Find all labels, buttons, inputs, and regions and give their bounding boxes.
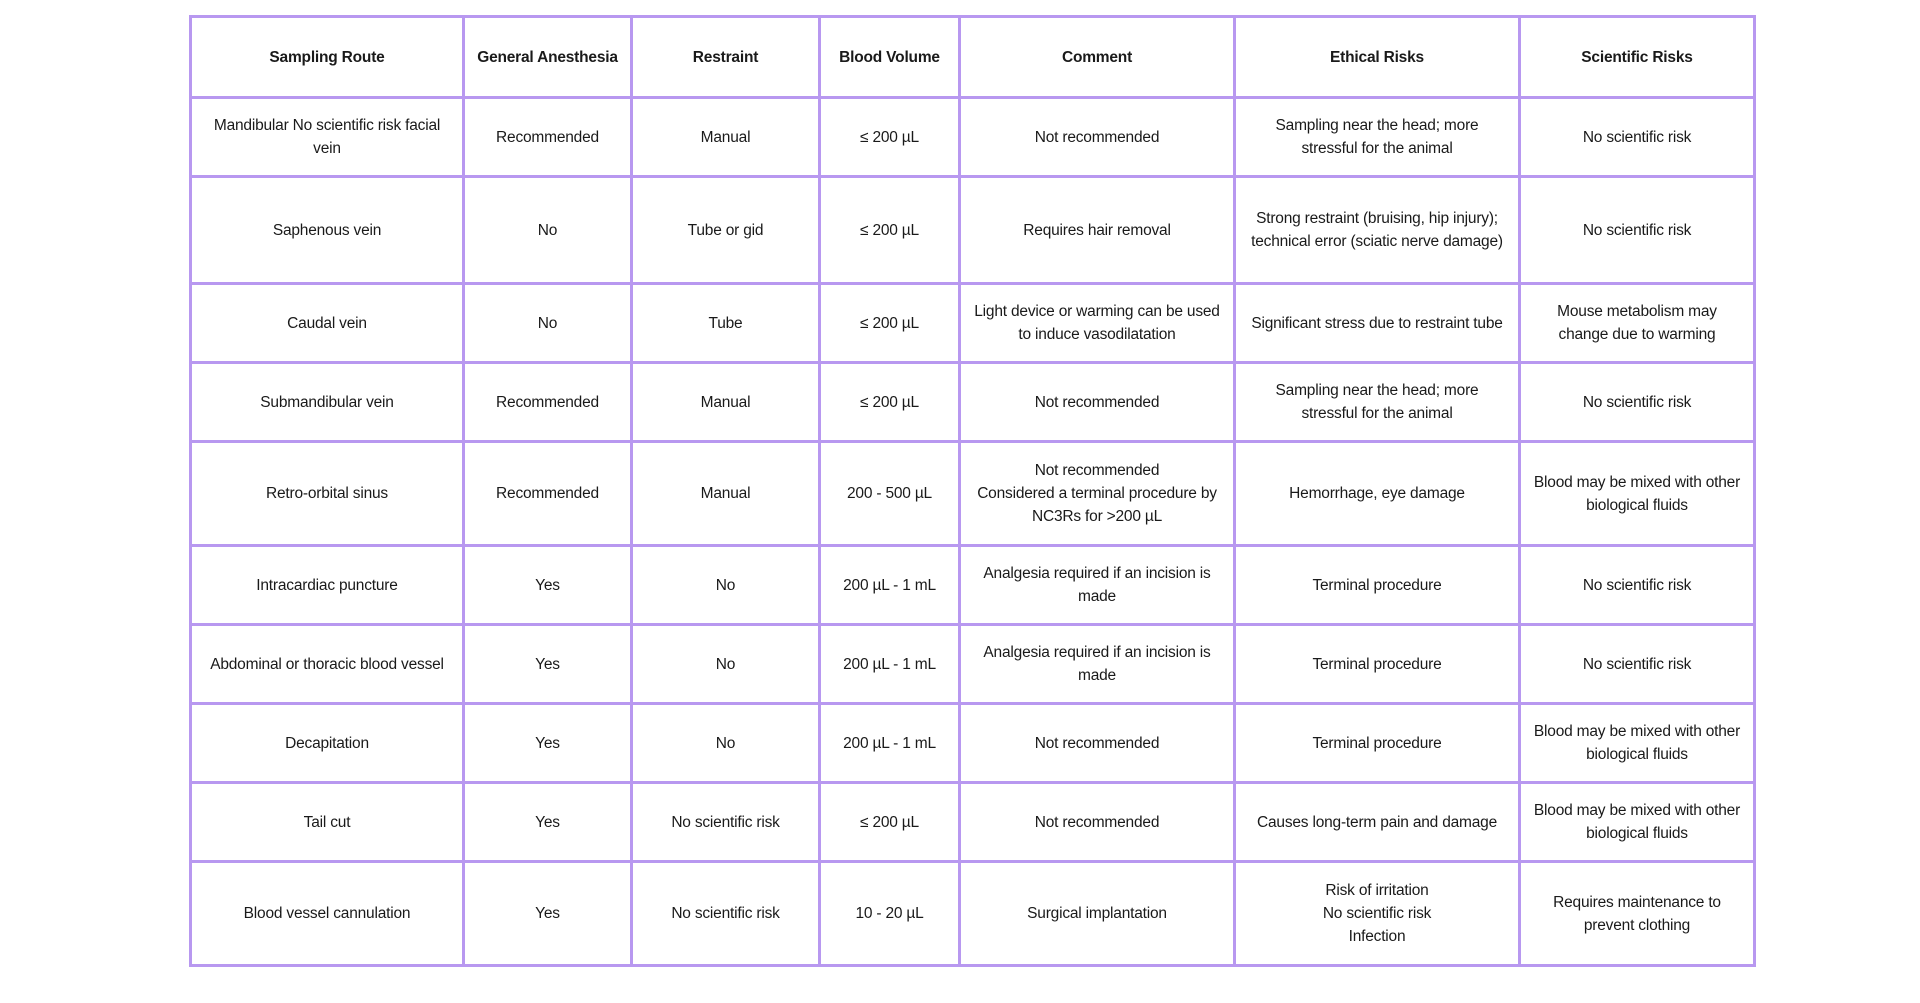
cell-text: Tail cut bbox=[303, 813, 351, 831]
cell-text: Not recommended bbox=[1034, 128, 1160, 146]
header-general-anesthesia: General Anesthesia bbox=[464, 17, 632, 98]
cell-scientific-risks bbox=[1520, 284, 1755, 363]
cell-restraint bbox=[632, 98, 820, 177]
cell-blood-volume bbox=[820, 546, 960, 625]
cell-text: Recommended bbox=[496, 128, 599, 146]
cell-general-anesthesia bbox=[464, 704, 632, 783]
cell-sampling-route bbox=[191, 783, 464, 862]
header-ethical-risks: Ethical Risks bbox=[1235, 17, 1520, 98]
cell-ethical-risks bbox=[1235, 625, 1520, 704]
cell-scientific-risks bbox=[1520, 177, 1755, 284]
cell-text: Hemorrhage, eye damage bbox=[1289, 485, 1465, 502]
cell-restraint bbox=[632, 862, 820, 966]
cell-text: No scientific risk bbox=[671, 813, 780, 831]
table-row bbox=[191, 546, 1755, 625]
table-row bbox=[191, 98, 1755, 177]
cell-comment bbox=[960, 783, 1235, 862]
cell-text: Retro-orbital sinus bbox=[266, 485, 388, 502]
cell-blood-volume bbox=[820, 284, 960, 363]
header-scientific-risks: Scientific Risks bbox=[1520, 17, 1755, 98]
cell-text: 200 µL - 1 mL bbox=[843, 655, 936, 673]
cell-text: Caudal vein bbox=[287, 314, 367, 332]
cell-text: Considered a terminal procedure by NC3Rs for >200 µL bbox=[977, 485, 1217, 525]
cell-ethical-risks bbox=[1235, 284, 1520, 363]
header-comment: Comment bbox=[960, 17, 1235, 98]
cell-scientific-risks bbox=[1520, 98, 1755, 177]
cell-text: Yes bbox=[535, 655, 560, 673]
cell-comment bbox=[960, 442, 1235, 546]
cell-comment bbox=[960, 98, 1235, 177]
cell-text: 200 - 500 µL bbox=[847, 485, 932, 502]
cell-blood-volume bbox=[820, 442, 960, 546]
cell-text: Terminal procedure bbox=[1312, 734, 1442, 752]
blood-sampling-table bbox=[189, 15, 1756, 967]
cell-text: Manual bbox=[700, 485, 751, 502]
cell-text: Manual bbox=[700, 128, 751, 146]
cell-text: Tube bbox=[708, 314, 743, 332]
cell-text: Requires maintenance to prevent clothing bbox=[1553, 893, 1721, 934]
cell-text: 10 - 20 µL bbox=[855, 905, 924, 922]
cell-general-anesthesia bbox=[464, 177, 632, 284]
cell-sampling-route bbox=[191, 284, 464, 363]
cell-scientific-risks bbox=[1520, 546, 1755, 625]
cell-general-anesthesia bbox=[464, 284, 632, 363]
header-sampling-route: Sampling Route bbox=[191, 17, 464, 98]
cell-text: Surgical implantation bbox=[1027, 905, 1167, 922]
cell-text: No scientific risk bbox=[671, 905, 780, 922]
cell-restraint bbox=[632, 783, 820, 862]
table-row bbox=[191, 625, 1755, 704]
cell-comment bbox=[960, 363, 1235, 442]
cell-restraint bbox=[632, 177, 820, 284]
cell-text: Terminal procedure bbox=[1312, 576, 1442, 594]
cell-text: Analgesia required if an incision is made bbox=[983, 565, 1211, 605]
cell-text: Blood may be mixed with other biological fluids bbox=[1533, 802, 1741, 842]
cell-restraint bbox=[632, 546, 820, 625]
cell-blood-volume bbox=[820, 783, 960, 862]
cell-ethical-risks bbox=[1235, 783, 1520, 862]
cell-text: No scientific risk bbox=[1322, 905, 1432, 922]
cell-comment bbox=[960, 704, 1235, 783]
cell-scientific-risks bbox=[1520, 625, 1755, 704]
cell-text: ≤ 200 µL bbox=[860, 221, 919, 239]
header-restraint: Restraint bbox=[632, 17, 820, 98]
cell-text: 200 µL - 1 mL bbox=[843, 576, 936, 594]
cell-text: Recommended bbox=[496, 393, 599, 411]
cell-text: No scientific risk bbox=[1582, 128, 1692, 146]
cell-text: Risk of irritation bbox=[1325, 882, 1429, 899]
table-row bbox=[191, 783, 1755, 862]
table-header-row bbox=[191, 17, 1755, 98]
table-body bbox=[191, 98, 1755, 966]
cell-text: Blood may be mixed with other biological fluids bbox=[1533, 723, 1741, 763]
cell-text: Sampling near the head; more stressful for the animal bbox=[1275, 382, 1479, 422]
cell-text: Requires hair removal bbox=[1023, 221, 1171, 239]
cell-text: No scientific risk bbox=[1582, 576, 1692, 594]
cell-general-anesthesia bbox=[464, 363, 632, 442]
table-container bbox=[189, 15, 1756, 967]
cell-ethical-risks bbox=[1235, 363, 1520, 442]
cell-text: Yes bbox=[535, 905, 560, 922]
cell-restraint bbox=[632, 442, 820, 546]
cell-ethical-risks bbox=[1235, 442, 1520, 546]
cell-text: Blood vessel cannulation bbox=[243, 905, 411, 922]
cell-ethical-risks bbox=[1235, 862, 1520, 966]
cell-text: Strong restraint (bruising, hip injury); technical error (sciatic nerve damage) bbox=[1251, 210, 1503, 250]
cell-text: Mouse metabolism may change due to warming bbox=[1557, 303, 1717, 343]
table-row bbox=[191, 284, 1755, 363]
cell-text: No bbox=[715, 655, 736, 673]
cell-text: Infection bbox=[1348, 928, 1406, 945]
cell-text: Not recommended bbox=[1034, 813, 1160, 831]
cell-text: Sampling near the head; more stressful for the animal bbox=[1275, 117, 1479, 157]
cell-text: ≤ 200 µL bbox=[860, 393, 919, 411]
cell-text: Saphenous vein bbox=[272, 221, 382, 239]
cell-general-anesthesia bbox=[464, 546, 632, 625]
cell-text: No bbox=[715, 734, 736, 752]
cell-restraint bbox=[632, 704, 820, 783]
cell-text: ≤ 200 µL bbox=[860, 128, 919, 146]
cell-text: Yes bbox=[535, 813, 560, 831]
cell-text: No scientific risk bbox=[1582, 393, 1692, 411]
cell-blood-volume bbox=[820, 704, 960, 783]
cell-text: Terminal procedure bbox=[1312, 655, 1442, 673]
cell-ethical-risks bbox=[1235, 177, 1520, 284]
cell-text: No bbox=[715, 576, 736, 594]
cell-text: Significant stress due to restraint tube bbox=[1251, 314, 1503, 332]
cell-sampling-route bbox=[191, 177, 464, 284]
cell-restraint bbox=[632, 363, 820, 442]
cell-comment bbox=[960, 625, 1235, 704]
cell-text: Abdominal or thoracic blood vessel bbox=[210, 655, 444, 673]
cell-text: Manual bbox=[700, 393, 751, 411]
cell-text: Decapitation bbox=[285, 734, 369, 752]
cell-general-anesthesia bbox=[464, 98, 632, 177]
cell-text: ≤ 200 µL bbox=[860, 813, 919, 831]
cell-scientific-risks bbox=[1520, 862, 1755, 966]
cell-general-anesthesia bbox=[464, 783, 632, 862]
cell-general-anesthesia bbox=[464, 625, 632, 704]
cell-scientific-risks bbox=[1520, 363, 1755, 442]
cell-blood-volume bbox=[820, 862, 960, 966]
cell-blood-volume bbox=[820, 625, 960, 704]
cell-comment bbox=[960, 177, 1235, 284]
cell-scientific-risks bbox=[1520, 704, 1755, 783]
cell-restraint bbox=[632, 284, 820, 363]
cell-comment bbox=[960, 862, 1235, 966]
cell-comment bbox=[960, 284, 1235, 363]
header-blood-volume: Blood Volume bbox=[820, 17, 960, 98]
cell-text: No bbox=[537, 221, 558, 239]
cell-blood-volume bbox=[820, 98, 960, 177]
table-row bbox=[191, 177, 1755, 284]
cell-text: Not recommended bbox=[1034, 734, 1160, 752]
cell-sampling-route bbox=[191, 363, 464, 442]
cell-text: No scientific risk bbox=[1582, 221, 1692, 239]
cell-sampling-route bbox=[191, 862, 464, 966]
cell-text: ≤ 200 µL bbox=[860, 314, 919, 332]
cell-text: Causes long-term pain and damage bbox=[1256, 813, 1498, 831]
cell-text: No scientific risk bbox=[1582, 655, 1692, 673]
cell-ethical-risks bbox=[1235, 98, 1520, 177]
table-row bbox=[191, 704, 1755, 783]
cell-scientific-risks bbox=[1520, 783, 1755, 862]
table-row bbox=[191, 363, 1755, 442]
cell-scientific-risks bbox=[1520, 442, 1755, 546]
cell-text: 200 µL - 1 mL bbox=[843, 734, 936, 752]
cell-text: Not recommended bbox=[1034, 462, 1160, 479]
cell-text: Tube or gid bbox=[687, 221, 764, 239]
table-row bbox=[191, 862, 1755, 966]
cell-text: Submandibular vein bbox=[260, 393, 394, 411]
cell-blood-volume bbox=[820, 363, 960, 442]
cell-text: No bbox=[537, 314, 558, 332]
cell-text: Yes bbox=[535, 576, 560, 594]
cell-restraint bbox=[632, 625, 820, 704]
cell-sampling-route bbox=[191, 625, 464, 704]
cell-ethical-risks bbox=[1235, 546, 1520, 625]
cell-sampling-route bbox=[191, 546, 464, 625]
cell-general-anesthesia bbox=[464, 862, 632, 966]
cell-general-anesthesia bbox=[464, 442, 632, 546]
cell-text: Not recommended bbox=[1034, 393, 1160, 411]
cell-text: Intracardiac puncture bbox=[256, 576, 398, 594]
cell-ethical-risks bbox=[1235, 704, 1520, 783]
cell-text: Recommended bbox=[496, 485, 599, 502]
cell-text: Analgesia required if an incision is made bbox=[983, 644, 1211, 684]
cell-text: Blood may be mixed with other biological fluids bbox=[1533, 473, 1741, 514]
cell-comment bbox=[960, 546, 1235, 625]
cell-text: Mandibular No scientific risk facial vein bbox=[213, 117, 441, 157]
cell-text: Yes bbox=[535, 734, 560, 752]
cell-blood-volume bbox=[820, 177, 960, 284]
cell-sampling-route bbox=[191, 704, 464, 783]
cell-text: Light device or warming can be used to induce vasodilatation bbox=[974, 303, 1220, 343]
cell-sampling-route bbox=[191, 98, 464, 177]
table-row bbox=[191, 442, 1755, 546]
cell-sampling-route bbox=[191, 442, 464, 546]
